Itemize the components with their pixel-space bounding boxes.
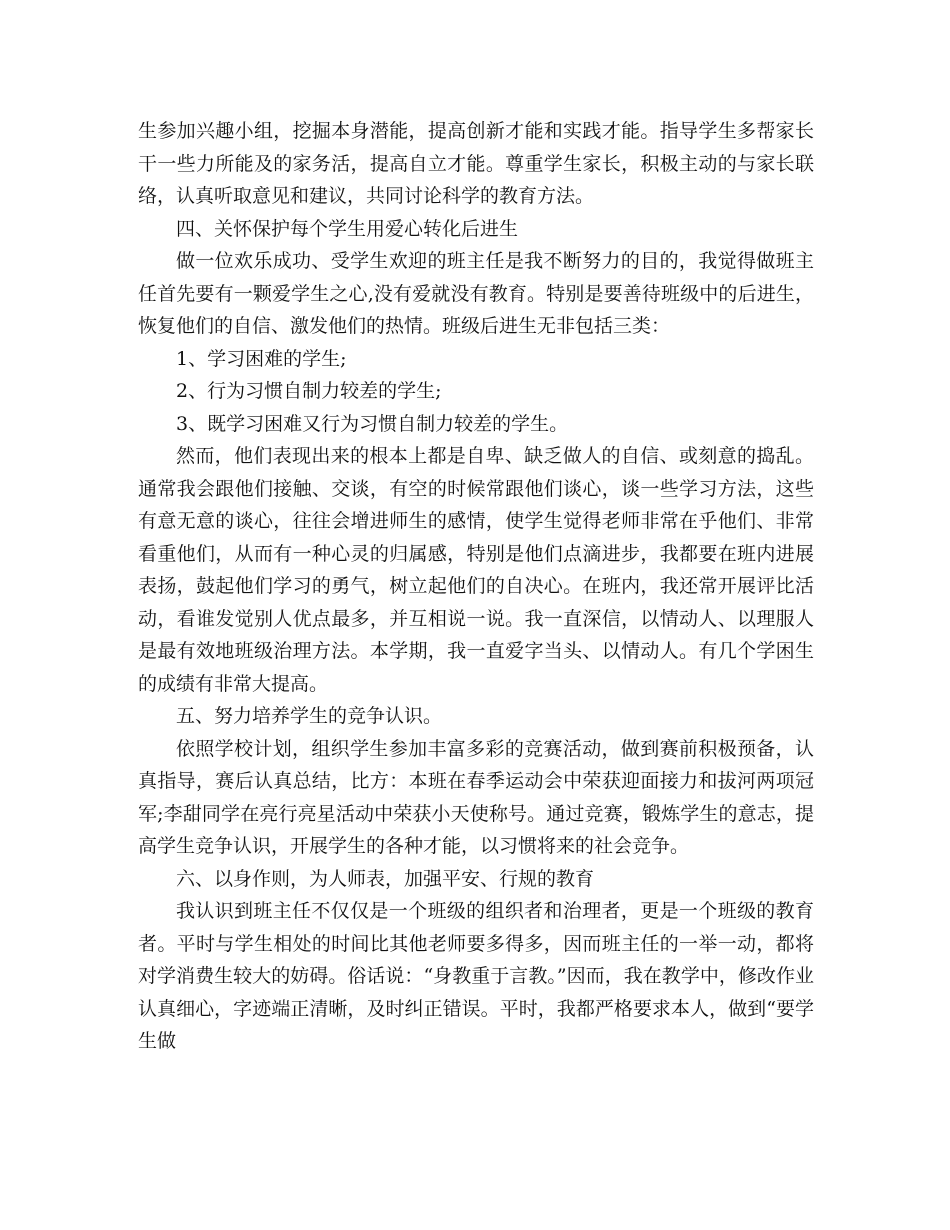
paragraph: 五、努力培养学生的竞争认识。 [176,705,443,727]
paragraph: 3、既学习困难又行为习惯自制力较差的学生。 [176,412,569,435]
paragraph: 2、行为习惯自制力较差的学生; [176,380,442,402]
paragraph: 然而，他们表现出来的根本上都是自卑、缺乏做人的自信、或刻意的捣乱。通常我会跟他们接触、交谈，有空的时候常跟他们谈心，谈一些学习方法，这些有意无意的谈心，往往会增进师生的感情，使学生觉得老师非常在乎他们、非常看重他们，从而有一种心灵的归属感，特别是他们点滴进步，我都要在班内进展表扬，鼓起他们学习的勇气，树立起他们的自决心。在班内，我还常开展评比活动，看谁发觉别人优点最多，并互相说一说。我一直深信，以情动人、以理服人是最有效地班级治理方法。本学期，我一直爱字当头、以情动人。有几个学困生的成绩有非常大提高。 [138,445,814,695]
paragraph: 做一位欢乐成功、受学生欢迎的班主任是我不断努力的目的，我觉得做班主任首先要有一颗爱学生之心,没有爱就没有教育。特别是要善待班级中的后进生，恢复他们的自信、激发他们的热情。班级后进生无非包括三类： [138,250,814,337]
paragraph: 六、以身作则，为人师表，加强平安、行规的教育 [176,867,595,890]
paragraph: 依照学校计划，组织学生参加丰富多彩的竞赛活动，做到赛前积极预备，认真指导，赛后认真总结，比方：本班在春季运动会中荣获迎面接力和拔河两项冠军;李甜同学在亮行亮星活动中荣获小天使称号。通过竞赛，锻炼学生的意志，提高学生竞争认识，开展学生的各种才能，以习惯将来的社会竞争。 [138,737,814,857]
paragraph: 1、学习困难的学生; [176,347,347,370]
document-body [138,115,814,1058]
paragraph: 生参加兴趣小组，挖掘本身潜能，提高创新才能和实践才能。指导学生多帮家长干一些力所能及的家务活，提高自立才能。尊重学生家长，积极主动的与家长联络，认真听取意见和建议，共同讨论科学的教育方法。 [138,120,814,207]
paragraph: 四、关怀保护每个学生用爱心转化后进生 [176,217,519,240]
paragraph: 我认识到班主任不仅仅是一个班级的组织者和治理者，更是一个班级的教育者。平时与学生相处的时间比其他老师要多得多，因而班主任的一举一动，都将对学消费生较大的妨碍。俗话说：“身教重于言教。”因而，我在教学中，修改作业认真细心，字迹端正清晰，及时纠正错误。平时，我都严格要求本人，做到“要学生做 [138,900,814,1052]
